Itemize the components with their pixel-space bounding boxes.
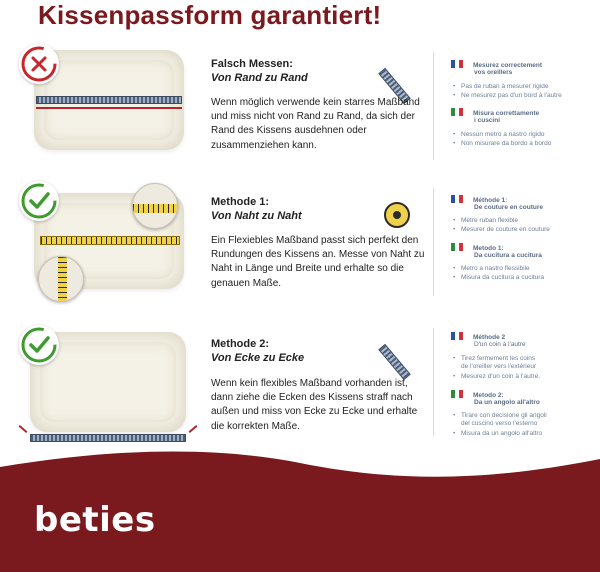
- check-icon: [19, 181, 59, 221]
- corner-arrow-icon: [189, 425, 198, 433]
- flexible-tape-measure: [40, 236, 180, 245]
- fr-subheading: D'un coin à l'autre: [474, 341, 526, 348]
- list-item: • Mètre ruban flexible: [461, 216, 518, 225]
- it-subheading: i cuscini: [474, 117, 501, 124]
- tape-measure-corner-to-corner: [30, 434, 186, 442]
- method-subheading: Von Naht zu Naht: [211, 210, 302, 222]
- x-icon: [19, 44, 59, 84]
- divider: [433, 188, 434, 296]
- method-description: Wenn kein flexibles Maßband vorhanden ist, dann ziehe die Ecken des Kissens straff nach außen und miss von Ecke zu Ecke und erhalte die korrekten Maße.: [211, 378, 418, 432]
- french-flag-icon: [451, 195, 463, 203]
- method-heading: Methode 1:: [211, 196, 270, 208]
- it-heading: Misura correttamente: [451, 108, 539, 119]
- method-heading: Falsch Messen:: [211, 58, 293, 70]
- italian-flag-icon: [451, 243, 463, 251]
- method-subheading: Von Ecke zu Ecke: [211, 352, 305, 364]
- corner-arrow-icon: [19, 425, 28, 433]
- list-item: • Misura da cucitura a cucitura: [461, 273, 544, 282]
- method-description: Ein Flexiebles Maßband passt sich perfekt den Rundungen des Kissens an. Messe von Naht zu Naht in Länge und Breite und erhalte so die genauen Maße.: [211, 235, 425, 289]
- it-heading: Metodo 2:: [451, 390, 504, 401]
- fr-heading: Mesurez correctement: [451, 60, 542, 71]
- page-title: Kissenpassform garantiert!: [38, 0, 382, 30]
- brand-logo: beties: [34, 500, 156, 540]
- fr-subheading: vos oreillers: [474, 69, 513, 76]
- list-item: • Nessun metro a nastro rigido: [461, 130, 544, 139]
- list-item: • Tirez fermement les coins: [461, 354, 535, 363]
- french-flag-icon: [451, 332, 463, 340]
- list-item: • Mesurer de couture en couture: [461, 225, 550, 234]
- list-item-continued: del cuscino verso l'esterno: [461, 420, 538, 427]
- it-subheading: Da un angolo all'altro: [474, 399, 540, 406]
- list-item: • Ne mesurez pas d'un bord à l'autre: [461, 91, 562, 100]
- list-item: • Metro a nastro flessibile: [461, 264, 530, 273]
- italian-flag-icon: [451, 108, 463, 116]
- measure-arrow: [36, 107, 182, 109]
- fr-heading: Méthode 1:: [451, 195, 507, 206]
- tape-measure-roll-icon: [384, 202, 410, 228]
- list-item: • Tirare con decisione gli angoli: [461, 411, 547, 420]
- method-description: Wenn möglich verwende kein starres Maßband und miss nicht von Rand zu Rand, da sich der Rand des Kissens ausdehnen oder zusammenziehen kann.: [211, 97, 420, 151]
- list-item: • Misura da un angolo all'altro: [461, 429, 542, 438]
- french-flag-icon: [451, 60, 463, 68]
- italian-flag-icon: [451, 390, 463, 398]
- rigid-ruler-icon: [378, 344, 411, 380]
- list-item: • Non misurare da bordo a bordo: [461, 139, 551, 148]
- method-subheading: Von Rand zu Rand: [211, 72, 308, 84]
- list-item: • Pas de ruban à mesurer rigide: [461, 82, 548, 91]
- divider: [433, 328, 434, 436]
- method-heading: Methode 2:: [211, 338, 270, 350]
- list-item: • Mesurez d'un coin à l'autre.: [461, 372, 540, 381]
- fr-subheading: De couture en couture: [474, 204, 543, 211]
- list-item-continued: de l'oreiller vers l'extérieur: [461, 363, 537, 370]
- zoom-detail-corner: [38, 256, 84, 302]
- divider: [433, 52, 434, 160]
- it-heading: Metodo 1:: [451, 243, 504, 254]
- check-icon: [19, 325, 59, 365]
- fr-heading: Méthode 2: [451, 332, 505, 343]
- tape-measure-edge-to-edge: [36, 96, 182, 104]
- it-subheading: Da cucitura a cucitura: [474, 252, 542, 259]
- zoom-detail-seam: [132, 183, 178, 229]
